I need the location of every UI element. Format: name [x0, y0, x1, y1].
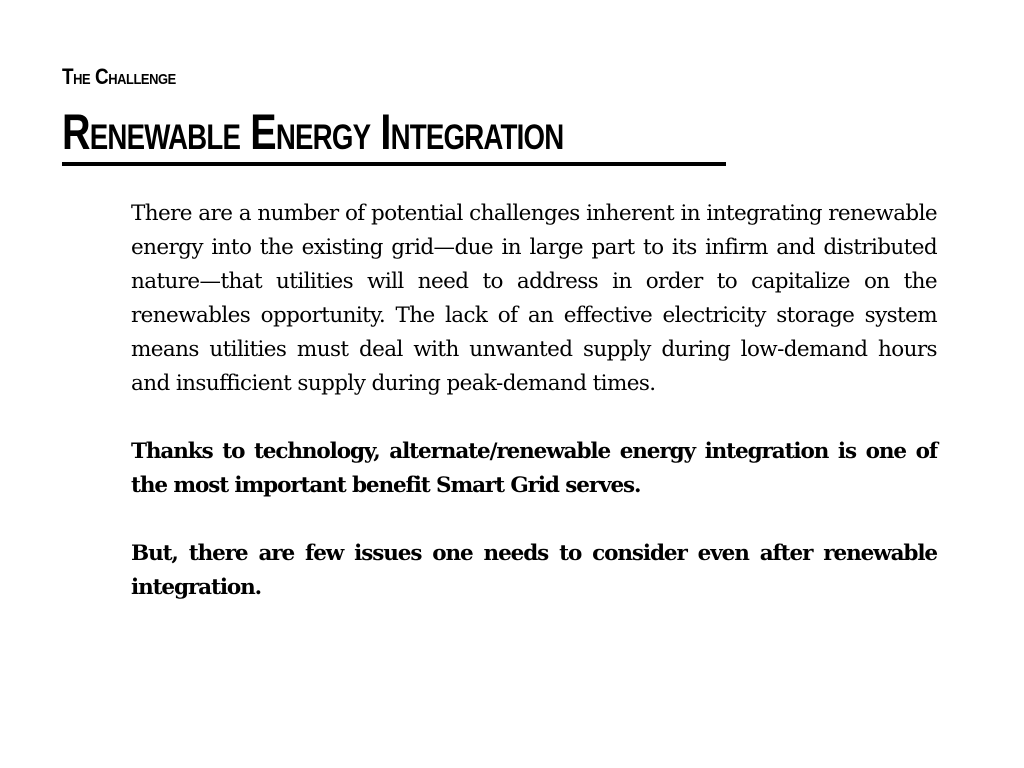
slide-eyebrow: The Challenge [62, 64, 176, 89]
body-paragraph-technology: Thanks to technology, alternate/renewable energy integration is one of the most important benefit Smart Grid serves. [131, 439, 937, 498]
slide-title: Renewable Energy Integration [62, 104, 564, 160]
body-paragraph-issues: But, there are few issues one needs to consider even after renewable integration. [131, 541, 937, 600]
body-paragraph-intro: There are a number of potential challenges inherent in integrating renewable energy into the existing grid—due in large part to its infirm and distributed nature—that utilities will need to address in order to capitalize on the renewables opportunity. The lack of an effective electricity storage system means utilities must deal with unwanted supply during low-demand hours and insufficient supply during peak-demand times. [131, 201, 937, 396]
slide-body [131, 197, 937, 639]
title-underline [62, 162, 726, 166]
